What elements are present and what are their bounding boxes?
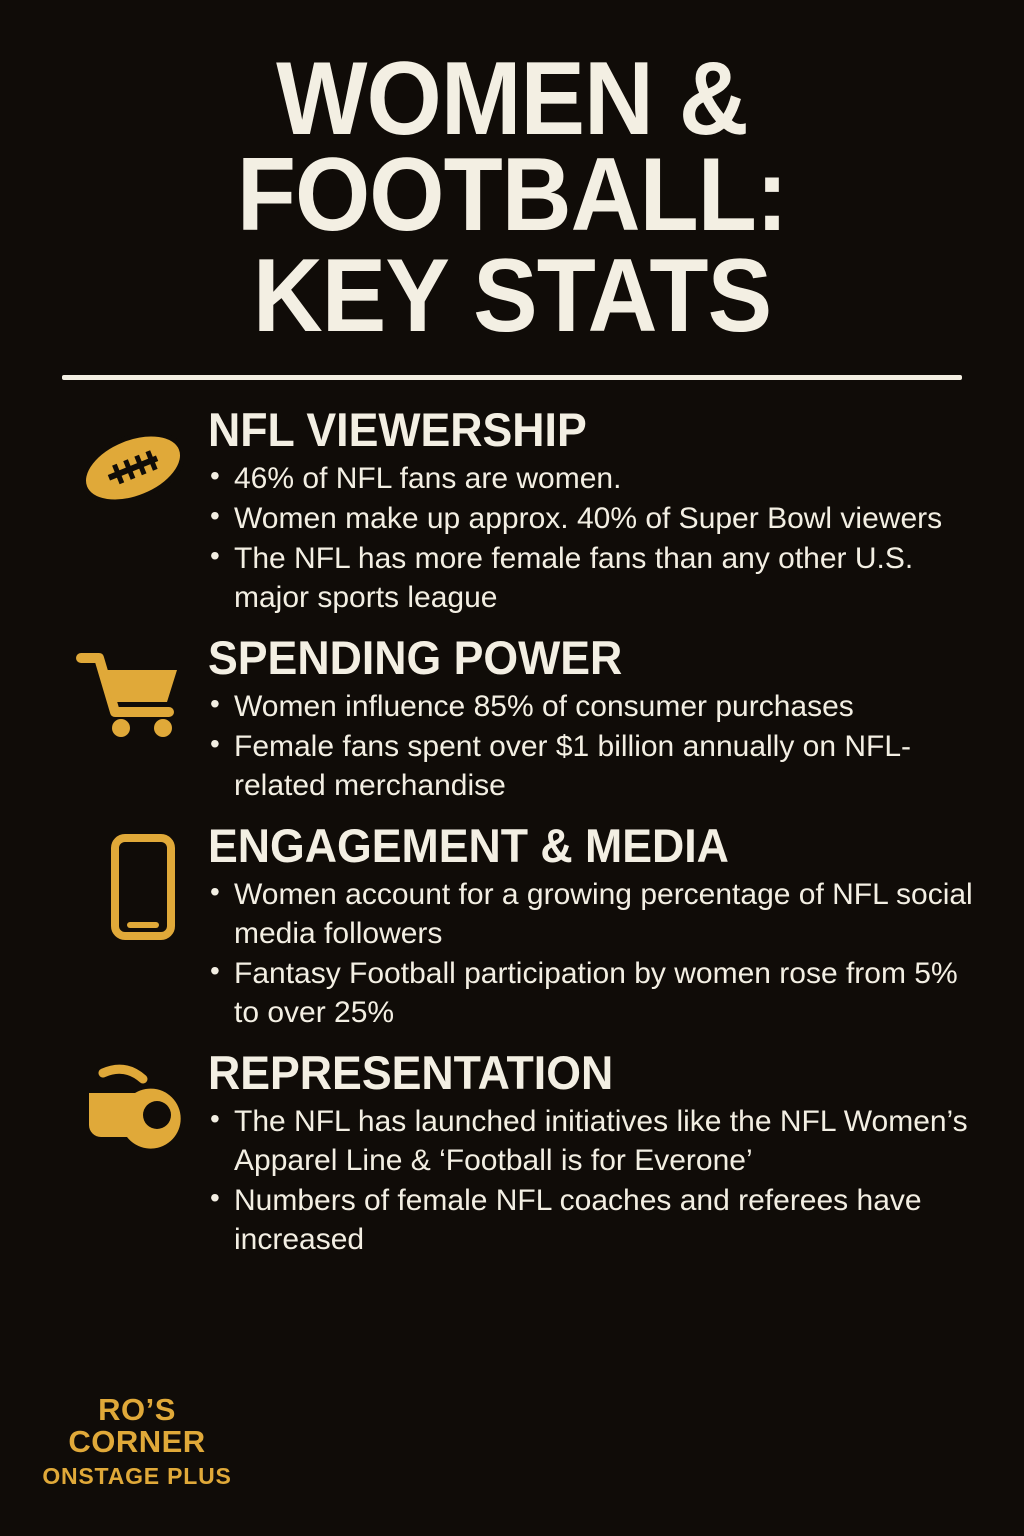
title-block (0, 0, 1024, 355)
section-title: NFL VIEWERSHIP (208, 403, 587, 457)
list-item: • 46% of NFL fans are women. (208, 459, 986, 498)
brand-subtitle: ONSTAGE PLUS (42, 1463, 232, 1489)
list-item: • Numbers of female NFL coaches and referees have increased (208, 1181, 986, 1259)
brand-name: RO’S CORNER (68, 1391, 206, 1460)
section-engagement-media (58, 819, 994, 1033)
section-title: SPENDING POWER (208, 631, 623, 685)
football-icon (73, 416, 193, 520)
list-item: • The NFL has more female fans than any other U.S. major sports league (208, 539, 986, 617)
section-text (208, 631, 994, 806)
section-text (208, 403, 994, 618)
shopping-cart-icon (73, 644, 193, 744)
icon-column (58, 634, 208, 744)
brand-logo (30, 1391, 244, 1490)
section-text (208, 819, 994, 1033)
section-nfl-viewership (58, 403, 994, 618)
section-title: ENGAGEMENT & MEDIA (208, 819, 729, 873)
list-item: • Fantasy Football participation by women rose from 5% to over 25% (208, 954, 986, 1032)
section-bullets (208, 1102, 986, 1259)
section-text (208, 1046, 994, 1260)
list-item: • Women influence 85% of consumer purchases (208, 687, 986, 726)
poster-title-line-2: KEY STATS (252, 238, 772, 355)
section-bullets (208, 687, 986, 805)
smartphone-icon (73, 832, 193, 942)
list-item: • Female fans spent over $1 billion annually on NFL-related merchandise (208, 727, 986, 805)
section-bullets (208, 875, 986, 1032)
icon-column (58, 1049, 208, 1159)
icon-column (58, 822, 208, 942)
list-item: • Women account for a growing percentage of NFL social media followers (208, 875, 986, 953)
list-item: • The NFL has launched initiatives like the NFL Women’s Apparel Line & ‘Football is for Everone’ (208, 1102, 986, 1180)
section-title: REPRESENTATION (208, 1046, 614, 1100)
icon-column (58, 406, 208, 520)
list-item: • Women make up approx. 40% of Super Bowl viewers (208, 499, 986, 538)
poster-title-line-1: WOMEN & FOOTBALL: (236, 41, 788, 253)
section-bullets (208, 459, 986, 617)
sections-list (0, 380, 1024, 1260)
section-spending-power (58, 631, 994, 806)
section-representation (58, 1046, 994, 1260)
whistle-icon (73, 1059, 193, 1159)
